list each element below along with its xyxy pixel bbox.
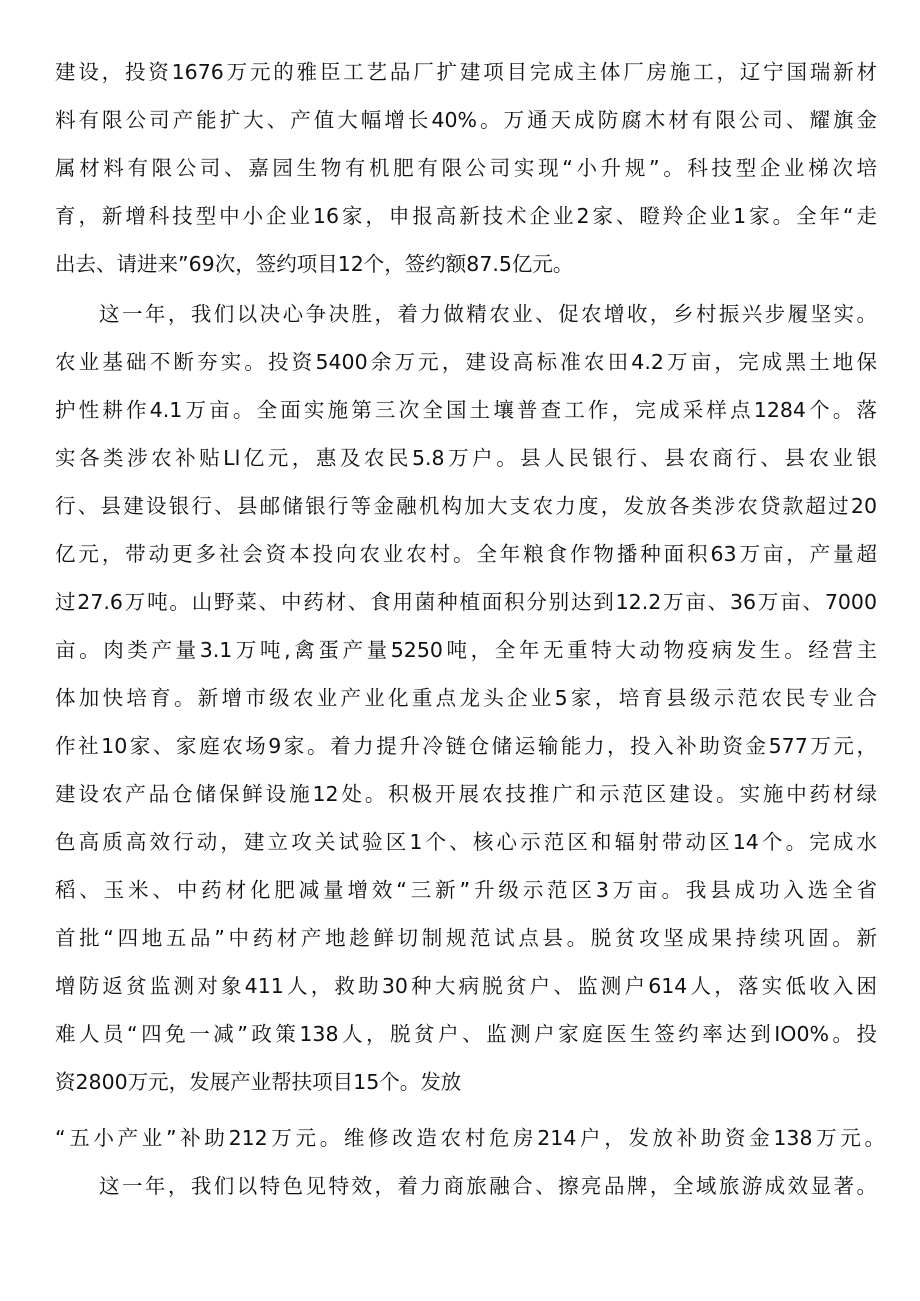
text-line: 首批“四地五品”中药材产地趁鲜切制规范试点县。脱贫攻坚成果持续巩固。新 (55, 926, 877, 950)
text-line: 料有限公司产能扩大、产值大幅增长40%。万通天成防腐木材有限公司、耀旗金 (55, 108, 877, 132)
text-line: 亩。肉类产量3.1万吨,禽蛋产量5250吨，全年无重特大动物疫病发生。经营主 (55, 638, 877, 662)
text-line: 实各类涉农补贴Ll亿元，惠及农民5.8万户。县人民银行、县农商行、县农业银 (55, 446, 877, 470)
text-line: 属材料有限公司、嘉园生物有机肥有限公司实现“小升规”。科技型企业梯次培 (55, 156, 877, 180)
text-line: 资2800万元，发展产业帮扶项目15个。发放 (55, 1070, 462, 1094)
paragraph-first-line: 这一年，我们以特色见特效，着力商旅融合、擦亮品牌，全域旅游成效显著。 (99, 1174, 877, 1198)
text-line: 亿元，带动更多社会资本投向农业农村。全年粮食作物播种面积63万亩，产量超 (55, 542, 877, 566)
text-line: 建设农产品仓储保鲜设施12处。积极开展农技推广和示范区建设。实施中药材绿 (55, 782, 877, 806)
text-line: 色高质高效行动，建立攻关试验区1个、核心示范区和辐射带动区14个。完成水 (55, 830, 877, 854)
text-line: 增防返贫监测对象411人，救助30种大病脱贫户、监测户614人，落实低收入困 (55, 974, 877, 998)
text-line: 体加快培育。新增市级农业产业化重点龙头企业5家，培育县级示范农民专业合 (55, 686, 877, 710)
text-line: 行、县建设银行、县邮储银行等金融机构加大支农力度，发放各类涉农贷款超过20 (55, 494, 877, 518)
text-line: 护性耕作4.1万亩。全面实施第三次全国土壤普查工作，完成采样点1284个。落 (55, 398, 877, 422)
text-line: 过27.6万吨。山野菜、中药材、食用菌种植面积分别达到12.2万亩、36万亩、7000 (55, 590, 877, 614)
paragraph-first-line: 这一年，我们以决心争决胜，着力做精农业、促农增收，乡村振兴步履坚实。 (99, 302, 877, 326)
text-line: 建设，投资1676万元的雅臣工艺品厂扩建项目完成主体厂房施工，辽宁国瑞新材 (55, 60, 877, 84)
text-line: 作社10家、家庭农场9家。着力提升冷链仓储运输能力，投入补助资金577万元， (55, 734, 877, 758)
text-line: 出去、请进来”69次，签约项目12个，签约额87.5亿元。 (55, 252, 574, 276)
text-line: 农业基础不断夯实。投资5400余万元，建设高标准农田4.2万亩，完成黑土地保 (55, 350, 877, 374)
text-line: 稻、玉米、中药材化肥减量增效“三新”升级示范区3万亩。我县成功入选全省 (55, 878, 877, 902)
text-line: “五小产业”补助212万元。维修改造农村危房214户，发放补助资金138万元。 (55, 1126, 885, 1150)
text-line: 难人员“四免一减”政策138人，脱贫户、监测户家庭医生签约率达到IO0%。投 (55, 1022, 877, 1046)
text-line: 育，新增科技型中小企业16家，申报高新技术企业2家、瞪羚企业1家。全年“走 (55, 204, 877, 228)
